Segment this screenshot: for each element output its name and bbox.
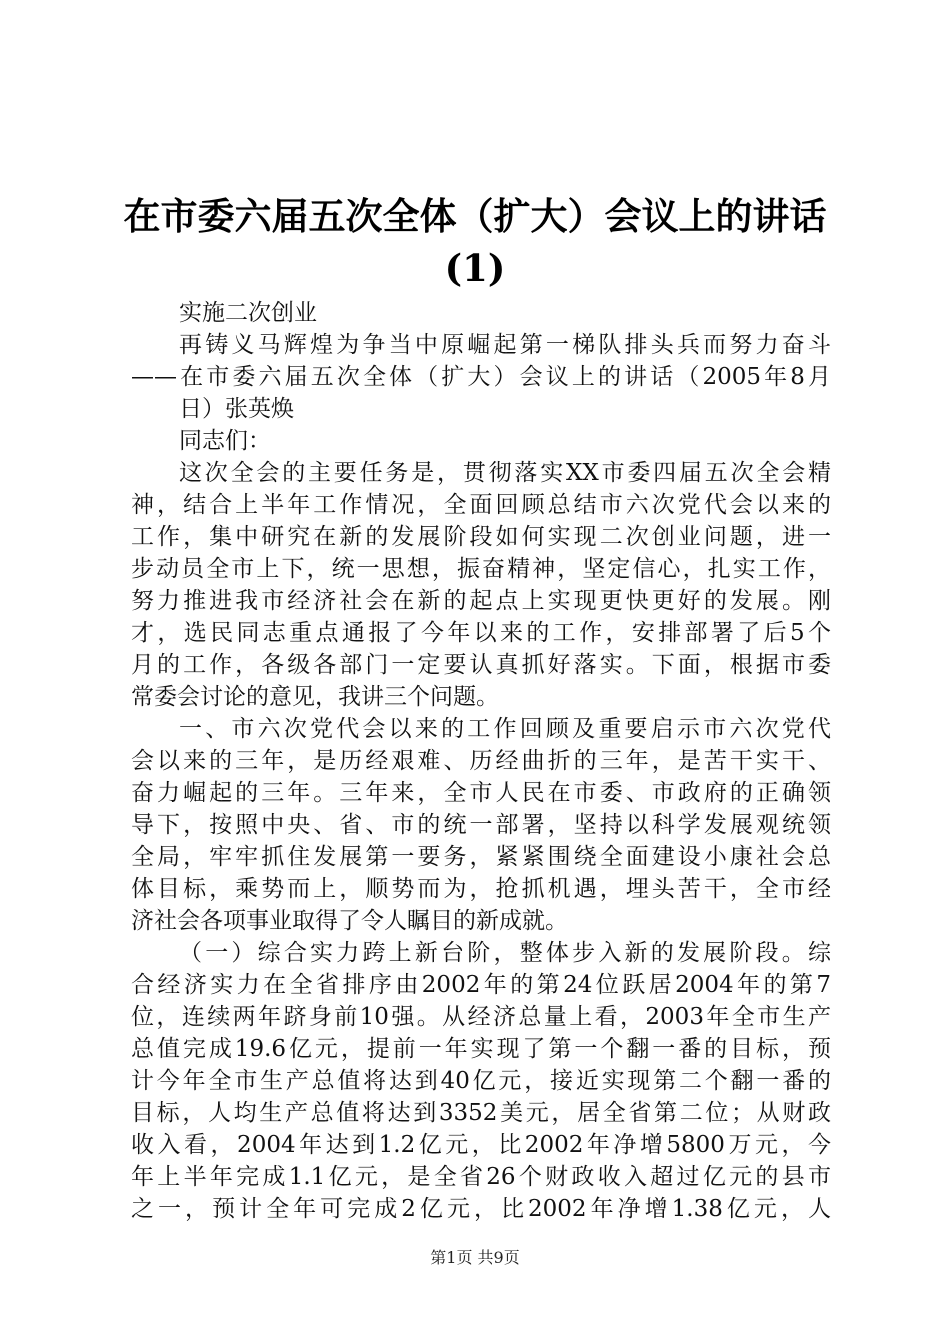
body-text-line: 总值完成19.6亿元，提前一年实现了第一个翻一番的目标，预	[131, 1036, 831, 1062]
document-title-suffix: (1)	[444, 246, 506, 290]
document-body	[131, 297, 831, 1225]
body-text-line: 合经济实力在全省排序由2002年的第24位跃居2004年的第7	[131, 972, 831, 998]
body-text-line: 全局，牢牢抓住发展第一要务，紧紧围绕全面建设小康社会总	[131, 844, 831, 870]
body-text-line: 收入看，2004年达到1.2亿元，比2002年净增5800万元，今	[131, 1132, 831, 1158]
body-text-line: ——在市委六届五次全体（扩大）会议上的讲话（2005年8月	[131, 364, 831, 390]
body-text-line: 会以来的三年，是历经艰难、历经曲折的三年，是苦干实干、	[131, 748, 831, 774]
body-text-line: 体目标，乘势而上，顺势而为，抢抓机遇，埋头苦干，全市经	[131, 876, 831, 902]
document-title: 在市委六届五次全体（扩大）会议上的讲话	[123, 194, 827, 238]
body-text-line: 日）张英焕	[179, 396, 294, 422]
body-text-line: 才，选民同志重点通报了今年以来的工作，安排部署了后5个	[131, 620, 831, 646]
body-text-line: 计今年全市生产总值将达到40亿元，接近实现第二个翻一番的	[131, 1068, 831, 1094]
body-text-line: 目标，人均生产总值将达到3352美元，居全省第二位；从财政	[131, 1100, 831, 1126]
body-text-line: 工作，集中研究在新的发展阶段如何实现二次创业问题，进一	[131, 524, 831, 550]
body-text-line: 实施二次创业	[179, 300, 317, 326]
body-text-line: 努力推进我市经济社会在新的起点上实现更快更好的发展。刚	[131, 588, 831, 614]
body-text-line: 神，结合上半年工作情况，全面回顾总结市六次党代会以来的	[131, 492, 831, 518]
body-text-line: （一）综合实力跨上新台阶，整体步入新的发展阶段。综	[179, 940, 831, 966]
body-text-line: 之一，预计全年可完成2亿元，比2002年净增1.38亿元，人	[131, 1196, 831, 1222]
body-text-line: 常委会讨论的意见，我讲三个问题。	[131, 684, 499, 710]
body-text-line: 年上半年完成1.1亿元，是全省26个财政收入超过亿元的县市	[131, 1164, 831, 1190]
body-text-line: 月的工作，各级各部门一定要认真抓好落实。下面，根据市委	[131, 652, 831, 678]
body-text-line: 这次全会的主要任务是，贯彻落实XX市委四届五次全会精	[179, 460, 831, 486]
body-text-line: 位，连续两年跻身前10强。从经济总量上看，2003年全市生产	[131, 1004, 831, 1030]
body-text-line: 导下，按照中央、省、市的统一部署，坚持以科学发展观统领	[131, 812, 831, 838]
body-text-line: 一、市六次党代会以来的工作回顾及重要启示市六次党代	[179, 716, 831, 742]
body-text-line: 奋力崛起的三年。三年来，全市人民在市委、市政府的正确领	[131, 780, 831, 806]
body-text-line: 同志们：	[179, 428, 271, 454]
body-text-line: 再铸义马辉煌为争当中原崛起第一梯队排头兵而努力奋斗	[179, 332, 831, 358]
body-text-line: 济社会各项事业取得了令人瞩目的新成就。	[131, 908, 568, 934]
body-text-line: 步动员全市上下，统一思想，振奋精神，坚定信心，扎实工作，	[131, 556, 831, 582]
page-footer: 第1页 共9页	[430, 1248, 520, 1267]
